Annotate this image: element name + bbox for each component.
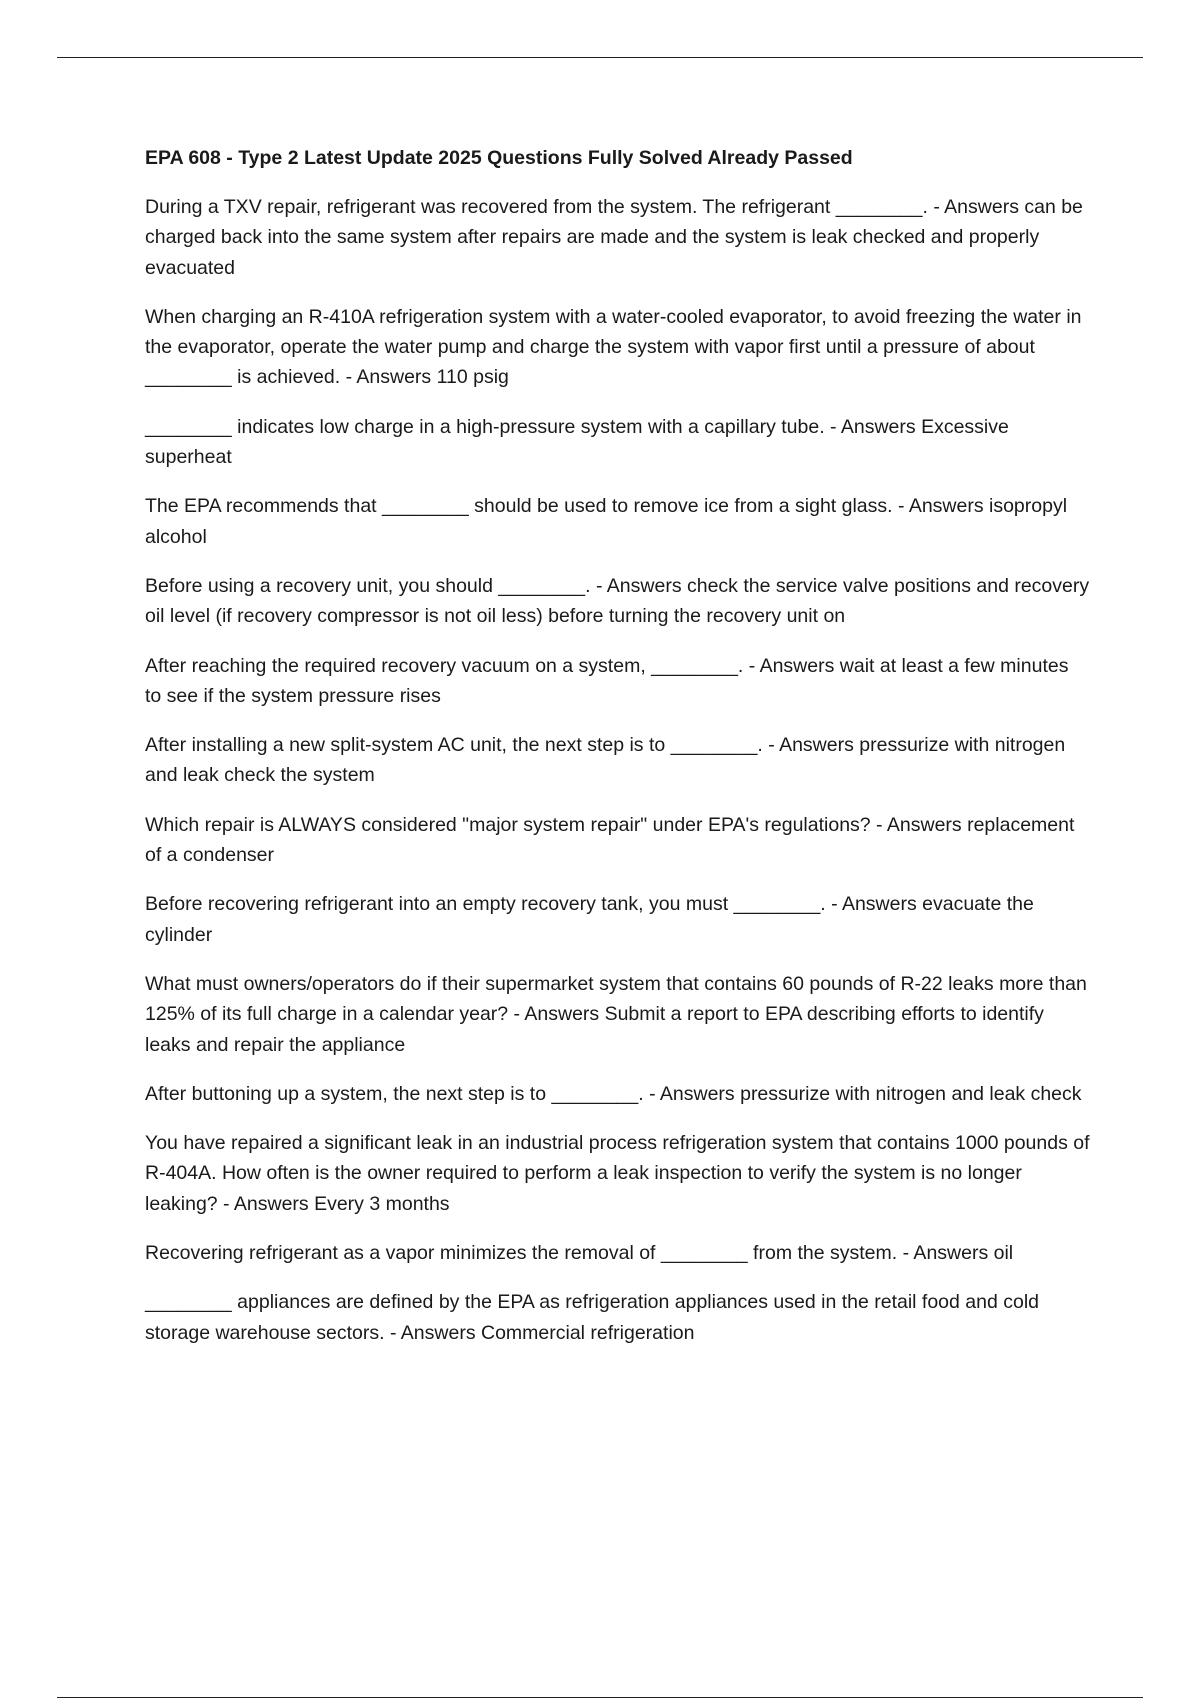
document-title: EPA 608 - Type 2 Latest Update 2025 Questions Fully Solved Already Passed — [145, 147, 853, 169]
qa-item: The EPA recommends that ________ should be used to remove ice from a sight glass. - Answers isopropyl alcohol — [145, 495, 1068, 548]
qa-item: After reaching the required recovery vacuum on a system, ________. - Answers wait at least a few minutes to see if the system pressure rises — [145, 654, 1069, 707]
qa-item: What must owners/operators do if their supermarket system that contains 60 pounds of R-22 leaks more than 125% of its full charge in a calendar year? - Answers Submit a report to EPA describing efforts to identify leaks and repair the appliance — [145, 972, 1087, 1056]
footer-rule — [57, 1697, 1143, 1698]
qa-item: During a TXV repair, refrigerant was recovered from the system. The refrigerant ________. - Answers can be charged back into the same system after repairs are made and the system is leak checked and properly evacuated — [145, 196, 1083, 279]
qa-item: Which repair is ALWAYS considered "major system repair" under EPA's regulations? - Answers replacement of a condenser — [145, 813, 1075, 867]
qa-item: Before using a recovery unit, you should ________. - Answers check the service valve positions and recovery oil level (if recovery compressor is not oil less) before turning the recovery unit on — [145, 574, 1090, 628]
header-rule — [57, 57, 1143, 58]
qa-item: ________ appliances are defined by the EPA as refrigeration appliances used in the retail food and cold storage warehouse sectors. - Answers Commercial refrigeration — [145, 1291, 1040, 1344]
document-body — [145, 143, 1090, 1367]
qa-item: Before recovering refrigerant into an empty recovery tank, you must ________. - Answers evacuate the cylinder — [145, 893, 1034, 946]
qa-item: After buttoning up a system, the next step is to ________. - Answers pressurize with nitrogen and leak check — [145, 1082, 1082, 1105]
qa-item: After installing a new split-system AC unit, the next step is to ________. - Answers pressurize with nitrogen and leak check the system — [145, 734, 1066, 787]
qa-item: You have repaired a significant leak in an industrial process refrigeration system that contains 1000 pounds of R-404A. How often is the owner required to perform a leak inspection to verify the system is no longer leaking? - Answers Every 3 months — [145, 1132, 1090, 1215]
qa-item: ________ indicates low charge in a high-pressure system with a capillary tube. - Answers Excessive superheat — [145, 415, 1009, 469]
qa-item: When charging an R-410A refrigeration system with a water-cooled evaporator, to avoid freezing the water in the evaporator, operate the water pump and charge the system with vapor first until a pressure of about ________ is achieved. - Answers 110 psig — [145, 305, 1082, 389]
qa-item: Recovering refrigerant as a vapor minimizes the removal of ________ from the system. - Answers oil — [145, 1242, 1014, 1265]
